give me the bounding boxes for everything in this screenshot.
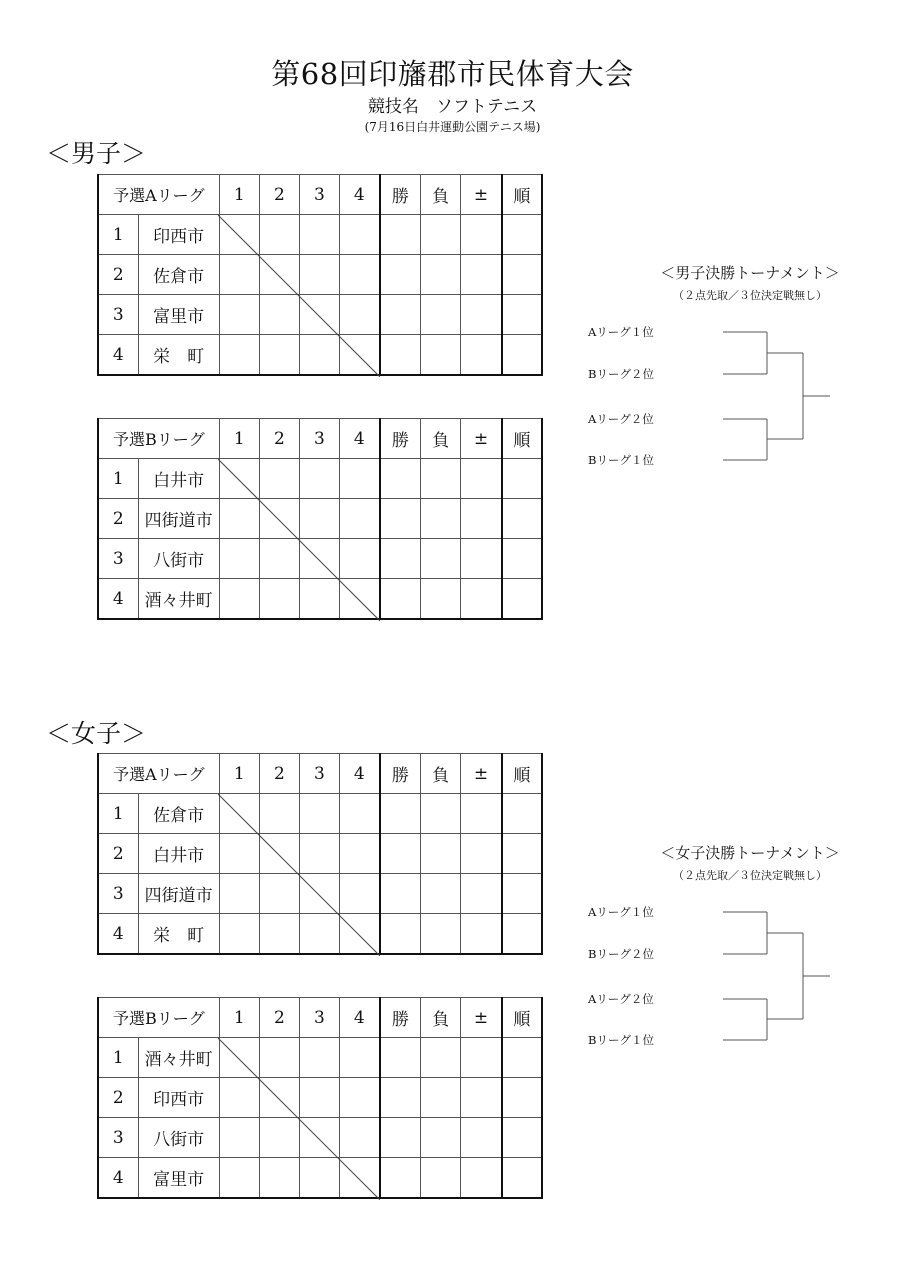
score-cell bbox=[259, 914, 299, 955]
result-cell bbox=[421, 1118, 461, 1158]
bracket-lines bbox=[560, 262, 860, 492]
score-cell bbox=[259, 1078, 299, 1118]
score-cell bbox=[219, 1118, 259, 1158]
team-name: 栄 町 bbox=[138, 335, 219, 376]
score-cell bbox=[340, 1038, 380, 1078]
score-cell bbox=[339, 794, 379, 834]
column-header: 3 bbox=[299, 998, 339, 1038]
team-name: 白井市 bbox=[138, 459, 219, 499]
result-cell bbox=[380, 1038, 421, 1078]
score-cell bbox=[339, 834, 379, 874]
team-name: 酒々井町 bbox=[138, 1038, 219, 1078]
bracket-entry: Bリーグ１位 bbox=[588, 453, 654, 467]
score-cell bbox=[299, 295, 339, 335]
result-cell bbox=[380, 914, 421, 955]
score-cell bbox=[299, 1158, 339, 1199]
result-cell bbox=[380, 539, 421, 579]
team-number: 1 bbox=[98, 1038, 138, 1078]
result-cell bbox=[421, 794, 461, 834]
score-cell bbox=[340, 459, 380, 499]
column-header: 2 bbox=[259, 175, 299, 215]
venue-date: (7月16日白井運動公園テニス場) bbox=[364, 120, 541, 134]
score-cell bbox=[339, 914, 379, 955]
score-cell bbox=[219, 914, 259, 955]
score-cell bbox=[219, 1078, 259, 1118]
bracket-entry: Aリーグ２位 bbox=[588, 992, 654, 1006]
result-cell bbox=[461, 255, 502, 295]
score-cell bbox=[340, 1078, 380, 1118]
score-cell bbox=[299, 914, 339, 955]
result-cell bbox=[461, 794, 502, 834]
column-header: 勝 bbox=[380, 754, 421, 794]
team-number: 2 bbox=[98, 1078, 138, 1118]
result-cell bbox=[502, 215, 542, 255]
score-cell bbox=[259, 499, 299, 539]
page-title: 第68回印旛郡市民体育大会 bbox=[271, 57, 634, 91]
men-section-label: ＜男子＞ bbox=[46, 139, 147, 168]
score-cell bbox=[259, 335, 299, 376]
team-name: 八街市 bbox=[138, 539, 219, 579]
team-number: 1 bbox=[98, 794, 138, 834]
women-tournament-title: ＜女子決勝トーナメント＞ bbox=[660, 844, 840, 862]
team-name: 佐倉市 bbox=[138, 255, 219, 295]
result-cell bbox=[502, 874, 542, 914]
team-name: 佐倉市 bbox=[138, 794, 219, 834]
score-cell bbox=[259, 794, 299, 834]
column-header: 2 bbox=[259, 419, 299, 459]
result-cell bbox=[502, 794, 542, 834]
score-cell bbox=[340, 1158, 380, 1199]
result-cell bbox=[461, 335, 502, 376]
column-header: 順 bbox=[502, 175, 542, 215]
score-cell bbox=[219, 874, 259, 914]
result-cell bbox=[461, 834, 502, 874]
column-header: 勝 bbox=[380, 175, 421, 215]
result-cell bbox=[502, 335, 542, 376]
result-cell bbox=[421, 459, 461, 499]
result-cell bbox=[421, 1158, 461, 1199]
team-name: 四街道市 bbox=[138, 499, 219, 539]
column-header: 4 bbox=[339, 754, 379, 794]
bracket-lines bbox=[560, 842, 860, 1072]
result-cell bbox=[380, 335, 421, 376]
result-cell bbox=[502, 295, 542, 335]
result-cell bbox=[461, 295, 502, 335]
team-number: 4 bbox=[98, 914, 138, 955]
score-cell bbox=[219, 295, 259, 335]
league-name: 予選Bリーグ bbox=[98, 998, 219, 1038]
women-section-label: ＜女子＞ bbox=[46, 719, 147, 748]
team-number: 1 bbox=[98, 215, 138, 255]
score-cell bbox=[219, 834, 259, 874]
bracket-entry: Aリーグ２位 bbox=[588, 412, 654, 426]
event-name: 競技名 ソフトテニス bbox=[367, 97, 538, 117]
result-cell bbox=[421, 215, 461, 255]
column-header: 1 bbox=[219, 754, 259, 794]
men-league-a-table bbox=[97, 174, 543, 376]
result-cell bbox=[461, 539, 502, 579]
column-header: 1 bbox=[219, 998, 259, 1038]
result-cell bbox=[502, 579, 542, 620]
score-cell bbox=[299, 1038, 339, 1078]
column-header: 順 bbox=[502, 419, 542, 459]
score-cell bbox=[219, 1158, 259, 1199]
score-cell bbox=[339, 255, 379, 295]
league-name: 予選Bリーグ bbox=[98, 419, 219, 459]
result-cell bbox=[380, 1078, 421, 1118]
column-header: 勝 bbox=[380, 998, 421, 1038]
team-number: 4 bbox=[98, 335, 138, 376]
bracket-entry: Aリーグ１位 bbox=[588, 905, 654, 919]
result-cell bbox=[461, 1118, 502, 1158]
score-cell bbox=[299, 335, 339, 376]
result-cell bbox=[421, 539, 461, 579]
result-cell bbox=[421, 1078, 461, 1118]
result-cell bbox=[380, 874, 421, 914]
column-header: ± bbox=[461, 998, 502, 1038]
score-cell bbox=[259, 1158, 299, 1199]
result-cell bbox=[502, 499, 542, 539]
result-cell bbox=[380, 1158, 421, 1199]
result-cell bbox=[421, 499, 461, 539]
team-name: 八街市 bbox=[138, 1118, 219, 1158]
team-number: 2 bbox=[98, 499, 138, 539]
result-cell bbox=[380, 794, 421, 834]
women-tournament-note: （２点先取／３位決定戦無し） bbox=[673, 869, 827, 882]
team-number: 4 bbox=[98, 579, 138, 620]
team-name: 四街道市 bbox=[138, 874, 219, 914]
result-cell bbox=[502, 1038, 542, 1078]
score-cell bbox=[299, 834, 339, 874]
column-header: 4 bbox=[340, 419, 380, 459]
column-header: ± bbox=[461, 419, 502, 459]
score-cell bbox=[219, 215, 259, 255]
score-cell bbox=[259, 1038, 299, 1078]
column-header: 1 bbox=[219, 175, 259, 215]
column-header: 負 bbox=[421, 419, 461, 459]
score-cell bbox=[340, 579, 380, 620]
score-cell bbox=[259, 215, 299, 255]
column-header: 負 bbox=[421, 175, 461, 215]
result-cell bbox=[461, 499, 502, 539]
result-cell bbox=[380, 215, 421, 255]
result-cell bbox=[461, 1078, 502, 1118]
result-cell bbox=[461, 1158, 502, 1199]
team-name: 栄 町 bbox=[138, 914, 219, 955]
bracket-entry: Bリーグ２位 bbox=[588, 947, 654, 961]
score-cell bbox=[219, 459, 259, 499]
team-name: 富里市 bbox=[138, 295, 219, 335]
team-name: 白井市 bbox=[138, 834, 219, 874]
team-number: 3 bbox=[98, 1118, 138, 1158]
result-cell bbox=[421, 874, 461, 914]
result-cell bbox=[421, 295, 461, 335]
column-header: 順 bbox=[502, 754, 542, 794]
result-cell bbox=[380, 459, 421, 499]
league-name: 予選Aリーグ bbox=[98, 754, 219, 794]
team-number: 3 bbox=[98, 539, 138, 579]
score-cell bbox=[299, 215, 339, 255]
result-cell bbox=[502, 1118, 542, 1158]
result-cell bbox=[502, 834, 542, 874]
score-cell bbox=[299, 459, 339, 499]
result-cell bbox=[502, 539, 542, 579]
result-cell bbox=[502, 255, 542, 295]
result-cell bbox=[380, 255, 421, 295]
result-cell bbox=[461, 914, 502, 955]
men-league-b-table bbox=[97, 418, 543, 620]
result-cell bbox=[380, 579, 421, 620]
result-cell bbox=[380, 499, 421, 539]
bracket-entry: Bリーグ２位 bbox=[588, 367, 654, 381]
team-number: 2 bbox=[98, 834, 138, 874]
score-cell bbox=[219, 335, 259, 376]
score-cell bbox=[259, 255, 299, 295]
team-number: 3 bbox=[98, 874, 138, 914]
score-cell bbox=[259, 539, 299, 579]
score-cell bbox=[219, 255, 259, 295]
score-cell bbox=[339, 335, 379, 376]
team-name: 印西市 bbox=[138, 1078, 219, 1118]
column-header: ± bbox=[461, 754, 502, 794]
score-cell bbox=[299, 499, 339, 539]
result-cell bbox=[421, 579, 461, 620]
score-cell bbox=[339, 874, 379, 914]
column-header: 負 bbox=[421, 998, 461, 1038]
team-number: 2 bbox=[98, 255, 138, 295]
score-cell bbox=[339, 295, 379, 335]
score-cell bbox=[259, 874, 299, 914]
team-name: 富里市 bbox=[138, 1158, 219, 1199]
column-header: 負 bbox=[421, 754, 461, 794]
women-league-b-table bbox=[97, 997, 543, 1199]
score-cell bbox=[299, 1118, 339, 1158]
result-cell bbox=[461, 215, 502, 255]
result-cell bbox=[421, 1038, 461, 1078]
result-cell bbox=[502, 1158, 542, 1199]
score-cell bbox=[340, 1118, 380, 1158]
result-cell bbox=[421, 914, 461, 955]
bracket-entry: Aリーグ１位 bbox=[588, 325, 654, 339]
team-name: 印西市 bbox=[138, 215, 219, 255]
team-number: 1 bbox=[98, 459, 138, 499]
result-cell bbox=[421, 335, 461, 376]
column-header: 順 bbox=[502, 998, 542, 1038]
score-cell bbox=[340, 499, 380, 539]
column-header: 2 bbox=[259, 998, 299, 1038]
score-cell bbox=[259, 1118, 299, 1158]
column-header: 勝 bbox=[380, 419, 421, 459]
score-cell bbox=[259, 579, 299, 620]
result-cell bbox=[380, 1118, 421, 1158]
score-cell bbox=[299, 1078, 339, 1118]
score-cell bbox=[219, 539, 259, 579]
league-name: 予選Aリーグ bbox=[98, 175, 219, 215]
score-cell bbox=[340, 539, 380, 579]
column-header: 3 bbox=[299, 754, 339, 794]
result-cell bbox=[502, 1078, 542, 1118]
team-number: 4 bbox=[98, 1158, 138, 1199]
column-header: 3 bbox=[299, 419, 339, 459]
result-cell bbox=[380, 834, 421, 874]
result-cell bbox=[461, 1038, 502, 1078]
column-header: 4 bbox=[339, 175, 379, 215]
column-header: ± bbox=[461, 175, 502, 215]
score-cell bbox=[299, 874, 339, 914]
men-tournament-note: （２点先取／３位決定戦無し） bbox=[673, 289, 827, 302]
bracket-entry: Bリーグ１位 bbox=[588, 1033, 654, 1047]
score-cell bbox=[259, 834, 299, 874]
result-cell bbox=[421, 834, 461, 874]
score-cell bbox=[219, 1038, 259, 1078]
column-header: 1 bbox=[219, 419, 259, 459]
result-cell bbox=[461, 874, 502, 914]
score-cell bbox=[299, 794, 339, 834]
men-tournament-title: ＜男子決勝トーナメント＞ bbox=[660, 264, 840, 282]
score-cell bbox=[259, 459, 299, 499]
score-cell bbox=[299, 539, 339, 579]
column-header: 3 bbox=[299, 175, 339, 215]
result-cell bbox=[461, 459, 502, 499]
score-cell bbox=[219, 794, 259, 834]
score-cell bbox=[219, 579, 259, 620]
column-header: 2 bbox=[259, 754, 299, 794]
score-cell bbox=[339, 215, 379, 255]
team-number: 3 bbox=[98, 295, 138, 335]
result-cell bbox=[461, 579, 502, 620]
women-league-a-table bbox=[97, 753, 543, 955]
result-cell bbox=[502, 914, 542, 955]
score-cell bbox=[259, 295, 299, 335]
score-cell bbox=[299, 255, 339, 295]
team-name: 酒々井町 bbox=[138, 579, 219, 620]
score-cell bbox=[219, 499, 259, 539]
score-cell bbox=[299, 579, 339, 620]
result-cell bbox=[380, 295, 421, 335]
column-header: 4 bbox=[340, 998, 380, 1038]
result-cell bbox=[421, 255, 461, 295]
result-cell bbox=[502, 459, 542, 499]
